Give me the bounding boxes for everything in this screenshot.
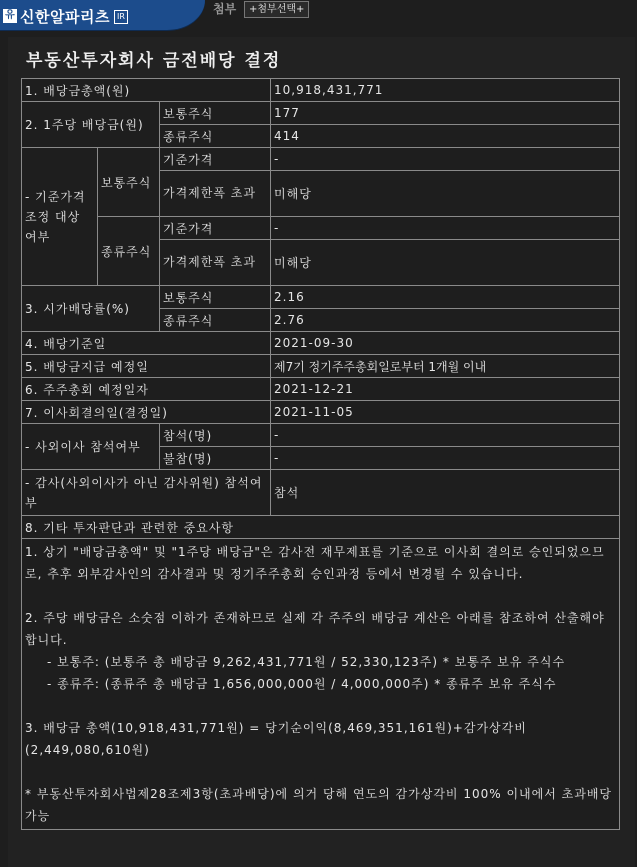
top-bar (0, 0, 637, 30)
base-common-price-label: 기준가격 (160, 148, 271, 171)
table-row (22, 378, 620, 401)
table-row (22, 79, 620, 102)
table-row (22, 516, 620, 539)
other-matters-notes (22, 539, 620, 830)
note-paragraph: * 부동산투자회사법제28조제3항(초과배당)에 의거 당해 연도의 감가상각비 100% 이내에서 초과배당 가능 (25, 787, 612, 823)
attachment-label: 첨부 (213, 2, 237, 16)
base-class-limit-label: 가격제한폭 초과 (160, 240, 271, 286)
base-class-limit-value: 미해당 (271, 240, 620, 286)
directors-absent-label: 불참(명) (160, 447, 271, 470)
base-common-limit-label: 가격제한폭 초과 (160, 171, 271, 217)
base-class-price-label: 기준가격 (160, 217, 271, 240)
directors-present-label: 참석(명) (160, 424, 271, 447)
other-matters-label: 8. 기타 투자판단과 관련한 중요사항 (22, 516, 620, 539)
table-row (22, 286, 620, 309)
outside-directors-label: - 사외이사 참석여부 (22, 424, 160, 470)
table-row (22, 355, 620, 378)
payment-date-label: 5. 배당금지급 예정일 (22, 355, 271, 378)
market-badge: 유 (3, 9, 17, 23)
note-paragraph: - 종류주: (종류주 총 배당금 1,656,000,000원 / 4,000,000주) * 종류주 보유 주식수 (47, 677, 557, 691)
table-row (22, 539, 620, 830)
ir-icon[interactable]: IR (114, 10, 128, 24)
yield-common-value: 2.16 (271, 286, 620, 309)
record-date-value: 2021-09-30 (271, 332, 620, 355)
record-date-label: 4. 배당기준일 (22, 332, 271, 355)
base-common-limit-value: 미해당 (271, 171, 620, 217)
yield-label: 3. 시가배당률(%) (22, 286, 160, 332)
base-class-price-value: - (271, 217, 620, 240)
note-spacer (25, 585, 616, 607)
base-class-label: 종류주식 (98, 217, 160, 286)
per-share-class-value: 414 (271, 125, 620, 148)
per-share-common-label: 보통주식 (160, 102, 271, 125)
table-row (22, 424, 620, 447)
per-share-label: 2. 1주당 배당금(원) (22, 102, 160, 148)
auditor-label: - 감사(사외이사가 아닌 감사위원) 참석여부 (22, 470, 271, 516)
attachment-select[interactable]: +첨부선택+ (244, 1, 309, 18)
per-share-common-value: 177 (271, 102, 620, 125)
note-paragraph: 3. 배당금 총액(10,918,431,771원) = 당기순이익(8,469,351,161원)+감가상각비(2,449,080,610원) (25, 721, 527, 757)
table-row (22, 401, 620, 424)
note-paragraph: 2. 주당 배당금은 소숫점 이하가 존재하므로 실제 각 주주의 배당금 계산은 아래를 참조하여 산출해야 합니다. (25, 611, 605, 647)
total-dividend-value: 10,918,431,771 (271, 79, 620, 102)
directors-present-value: - (271, 424, 620, 447)
document-title: 부동산투자회사 금전배당 결정 (26, 51, 282, 71)
base-common-label: 보통주식 (98, 148, 160, 217)
per-share-class-label: 종류주식 (160, 125, 271, 148)
table-row (22, 332, 620, 355)
payment-date-value: 제7기 정기주주총회일로부터 1개월 이내 (271, 355, 620, 378)
board-date-label: 7. 이사회결의일(결정일) (22, 401, 271, 424)
table-row (22, 148, 620, 171)
board-date-value: 2021-11-05 (271, 401, 620, 424)
yield-class-label: 종류주식 (160, 309, 271, 332)
note-paragraph: - 보통주: (보통주 총 배당금 9,262,431,771원 / 52,330,123주) * 보통주 보유 주식수 (47, 655, 566, 669)
table-row (22, 470, 620, 516)
table-row (22, 102, 620, 125)
table-row (22, 217, 620, 240)
total-dividend-label: 1. 배당금총액(원) (22, 79, 271, 102)
directors-absent-value: - (271, 447, 620, 470)
dividend-table (21, 78, 620, 830)
auditor-value: 참석 (271, 470, 620, 516)
company-name[interactable]: 신한알파리츠 (20, 8, 110, 26)
meeting-date-label: 6. 주주총회 예정일자 (22, 378, 271, 401)
yield-class-value: 2.76 (271, 309, 620, 332)
meeting-date-value: 2021-12-21 (271, 378, 620, 401)
note-spacer (25, 761, 616, 783)
note-paragraph: 1. 상기 "배당금총액" 및 "1주당 배당금"은 감사전 재무제표를 기준으로 이사회 결의로 승인되었으므로, 추후 외부감사인의 감사결과 및 정기주주총회 승인과정 등에서 변경될 수 있습니다. (25, 545, 605, 581)
base-price-label: - 기준가격 조정 대상 여부 (22, 148, 98, 286)
base-common-price-value: - (271, 148, 620, 171)
company-header[interactable] (0, 0, 205, 30)
note-spacer (25, 695, 616, 717)
yield-common-label: 보통주식 (160, 286, 271, 309)
